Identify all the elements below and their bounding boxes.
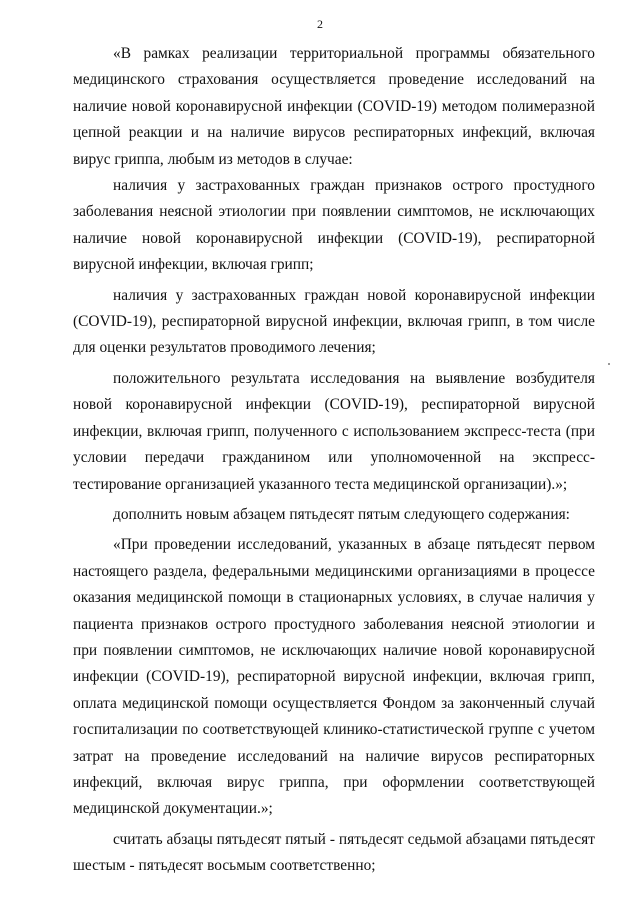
paragraph-case-symptoms: наличия у застрахованных граждан признаков острого простудного заболевания неясной этиологии при появлении симптомов, не исключающих наличие новой коронавирусной инфекции (COVID-19), респираторной вирусной инфекции, включая грипп; (73, 177, 595, 274)
paragraph-new-provision: «При проведении исследований, указанных в абзаце пятьдесят первом настоящего раздела, федеральными медицинскими организациями в процессе оказания медицинской помощи в стационарных условиях, в случае наличия у пациента признаков острого простудного заболевания неясной этиологии и при появлении симптомов, не исключающих наличие новой коронавирусной инфекции (COVID-19), респираторной вирусной инфекции, включая грипп, оплата медицинской помощи осуществляется Фондом за законченный случай госпитализации по соответствующей клинико-статистической группе с учетом затрат на проведение исследований на наличие вирусов респираторных инфекций, включая вирус гриппа, при оформлении соответствующей медицинской документации.»; (73, 536, 595, 818)
document-body (73, 41, 595, 880)
margin-mark (608, 363, 610, 365)
page-number: 2 (317, 17, 323, 31)
paragraph-intro: «В рамках реализации территориальной программы обязательного медицинского страхования осуществляется проведение исследований на наличие новой коронавирусной инфекции (COVID-19) методом полимеразной цепной реакции и на наличие вирусов респираторных инфекций, включая вирус гриппа, любым из методов в случае: (73, 45, 595, 168)
paragraph-renumbering: считать абзацы пятьдесят пятый - пятьдесят седьмой абзацами пятьдесят шестым - пятьдесят восьмым соответственно; (73, 830, 595, 875)
paragraph-amendment-instruction: дополнить новым абзацем пятьдесят пятым следующего содержания: (113, 505, 570, 523)
paragraph-case-infection: наличия у застрахованных граждан новой коронавирусной инфекции (COVID-19), респираторной вирусной инфекции, включая грипп, в том числе для оценки результатов проводимого лечения; (73, 286, 595, 357)
paragraph-case-express-test: положительного результата исследования на выявление возбудителя новой коронавирусной инфекции (COVID-19), респираторной вирусной инфекции, включая грипп, полученного с использованием экспресс-теста (при условии передачи гражданином или уполномоченной на экспресс-тестирование организацией указанного теста медицинской организации).»; (73, 369, 595, 493)
